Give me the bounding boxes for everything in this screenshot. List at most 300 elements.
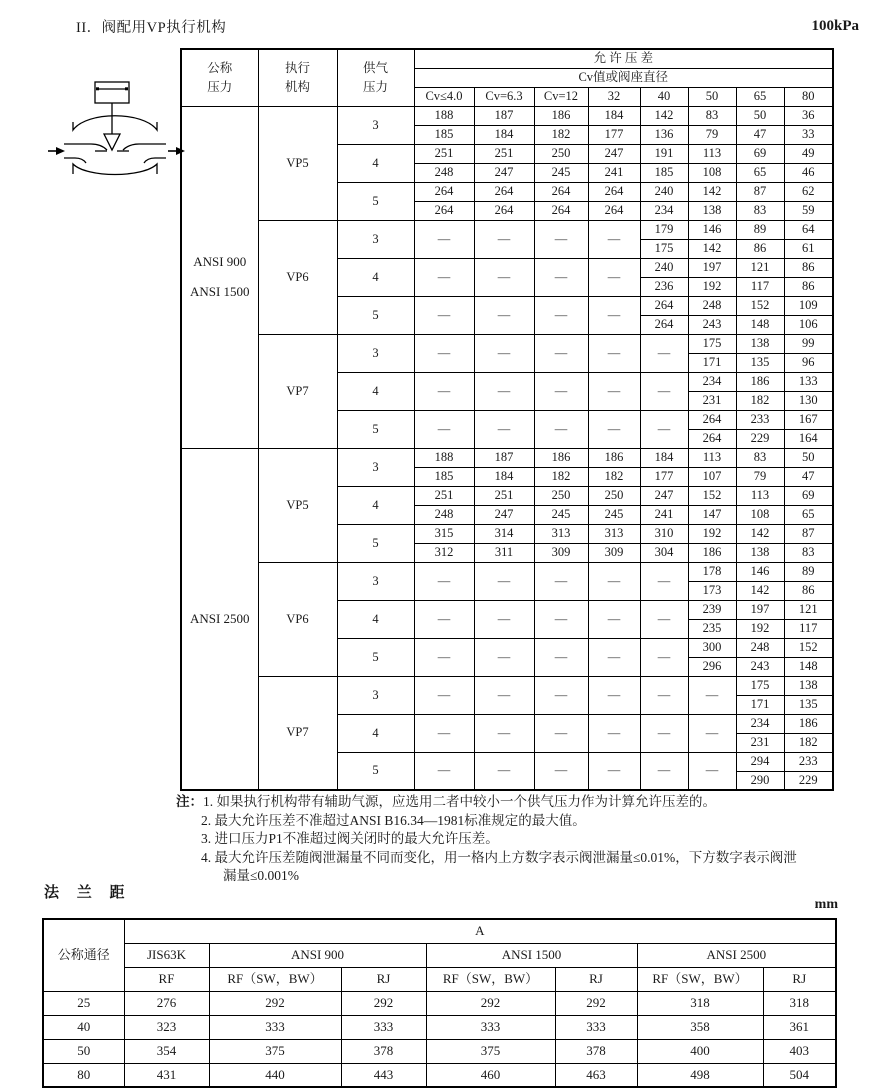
dp-value-cell: 241: [640, 505, 688, 524]
dash-cell: —: [474, 752, 534, 790]
dash-cell: —: [534, 714, 588, 752]
dash-cell: —: [534, 600, 588, 638]
supply-pressure-cell: 3: [337, 220, 414, 258]
supply-pressure-cell: 4: [337, 486, 414, 524]
dp-value-cell: 89: [736, 220, 784, 239]
nominal-diameter-cell: 40: [43, 1015, 124, 1039]
dp-value-cell: 234: [640, 201, 688, 220]
header-cv-or-seat: Cv值或阀座直径: [414, 68, 833, 87]
dash-cell: —: [414, 220, 474, 258]
dash-cell: —: [588, 600, 640, 638]
dp-value-cell: 264: [688, 429, 736, 448]
dp-value-cell: 175: [688, 334, 736, 353]
dp-value-cell: 241: [588, 163, 640, 182]
flange-table-row: [43, 991, 836, 1015]
flange-distance-cell: 440: [209, 1063, 341, 1087]
dash-cell: —: [640, 638, 688, 676]
dash-cell: —: [688, 714, 736, 752]
dp-value-cell: 247: [640, 486, 688, 505]
dash-cell: —: [534, 562, 588, 600]
flange-distance-cell: 333: [426, 1015, 555, 1039]
dash-cell: —: [534, 334, 588, 372]
dp-value-cell: 264: [688, 410, 736, 429]
dp-value-cell: 311: [474, 543, 534, 562]
dp-value-cell: 184: [474, 467, 534, 486]
dp-value-cell: 248: [688, 296, 736, 315]
flange-distance-cell: 498: [637, 1063, 763, 1087]
dp-value-cell: 184: [474, 125, 534, 144]
flange-table-body: [43, 991, 836, 1087]
dp-value-cell: 264: [474, 182, 534, 201]
dash-cell: —: [414, 296, 474, 334]
dp-value-cell: 250: [534, 144, 588, 163]
header-class: ANSI 2500: [637, 943, 836, 967]
dp-value-cell: 177: [588, 125, 640, 144]
dp-value-cell: 264: [534, 182, 588, 201]
dp-value-cell: 79: [736, 467, 784, 486]
dp-value-cell: 138: [688, 201, 736, 220]
flange-distance-cell: 333: [209, 1015, 341, 1039]
dp-value-cell: 135: [784, 695, 833, 714]
supply-pressure-cell: 3: [337, 676, 414, 714]
dp-value-cell: 264: [474, 201, 534, 220]
dp-value-cell: 264: [534, 201, 588, 220]
dp-value-cell: 247: [588, 144, 640, 163]
dp-value-cell: 65: [736, 163, 784, 182]
flange-distance-cell: 323: [124, 1015, 209, 1039]
dash-cell: —: [588, 372, 640, 410]
header-cv-col: 50: [688, 87, 736, 106]
header-cv-col: Cv≤4.0: [414, 87, 474, 106]
dp-value-cell: 231: [736, 733, 784, 752]
dash-cell: —: [414, 562, 474, 600]
pressure-differential-table: [180, 48, 834, 791]
header-nominal-pressure: 公称 压力: [181, 49, 258, 106]
dash-cell: —: [588, 714, 640, 752]
dp-value-cell: 47: [736, 125, 784, 144]
dash-cell: —: [588, 220, 640, 258]
dash-cell: —: [588, 296, 640, 334]
dp-value-cell: 233: [784, 752, 833, 771]
page-title: II．阀配用VP执行机构: [76, 20, 227, 36]
dash-cell: —: [474, 676, 534, 714]
dp-value-cell: 86: [784, 581, 833, 600]
dp-value-cell: 108: [688, 163, 736, 182]
dp-value-cell: 188: [414, 448, 474, 467]
dp-value-cell: 313: [534, 524, 588, 543]
pressure-table-row: [181, 106, 833, 125]
flange-distance-cell: 318: [763, 991, 836, 1015]
dp-value-cell: 243: [688, 315, 736, 334]
dp-value-cell: 147: [688, 505, 736, 524]
pressure-table-row: [181, 220, 833, 239]
supply-pressure-cell: 3: [337, 562, 414, 600]
dp-value-cell: 186: [736, 372, 784, 391]
pressure-class-cell: [181, 106, 258, 448]
dash-cell: —: [688, 752, 736, 790]
actuator-cell: VP7: [258, 676, 337, 790]
pressure-class-label: ANSI 1500: [189, 284, 250, 299]
dp-value-cell: 146: [736, 562, 784, 581]
dp-value-cell: 312: [414, 543, 474, 562]
dp-value-cell: 243: [736, 657, 784, 676]
flange-distance-cell: 318: [637, 991, 763, 1015]
dp-value-cell: 96: [784, 353, 833, 372]
dash-cell: —: [534, 752, 588, 790]
flange-distance-cell: 333: [341, 1015, 426, 1039]
dp-value-cell: 59: [784, 201, 833, 220]
dp-value-cell: 113: [688, 144, 736, 163]
dp-value-cell: 250: [588, 486, 640, 505]
dash-cell: —: [474, 562, 534, 600]
header-cv-col: Cv=12: [534, 87, 588, 106]
header-cv-col: 32: [588, 87, 640, 106]
flange-table-row: [43, 1063, 836, 1087]
dash-cell: —: [474, 372, 534, 410]
flange-distance-title: 法 兰 距: [44, 885, 132, 901]
dp-value-cell: 108: [736, 505, 784, 524]
flange-distance-cell: 504: [763, 1063, 836, 1087]
dp-value-cell: 264: [414, 201, 474, 220]
flange-distance-table: [42, 918, 837, 1088]
dp-value-cell: 106: [784, 315, 833, 334]
header-a: A: [124, 919, 836, 943]
valve-channel-lower-left: [64, 158, 86, 163]
dash-cell: —: [414, 334, 474, 372]
dash-cell: —: [414, 372, 474, 410]
dash-cell: —: [588, 638, 640, 676]
pressure-table-row: [181, 676, 833, 695]
actuator-cell: VP7: [258, 334, 337, 448]
actuator-cell: VP5: [258, 448, 337, 562]
dash-cell: —: [414, 752, 474, 790]
header-nominal-diameter: 公称通径: [43, 919, 124, 991]
header-facing: RF: [124, 967, 209, 991]
flange-distance-cell: 358: [637, 1015, 763, 1039]
dp-value-cell: 184: [640, 448, 688, 467]
supply-pressure-cell: 3: [337, 334, 414, 372]
flange-distance-cell: 375: [209, 1039, 341, 1063]
supply-pressure-cell: 5: [337, 296, 414, 334]
dp-value-cell: 69: [784, 486, 833, 505]
dp-value-cell: 182: [534, 467, 588, 486]
dp-value-cell: 264: [588, 182, 640, 201]
dp-value-cell: 185: [414, 125, 474, 144]
notes-block: [176, 793, 872, 886]
valve-channel-lower-right: [144, 158, 166, 163]
dp-value-cell: 264: [588, 201, 640, 220]
header-cv-col: Cv=6.3: [474, 87, 534, 106]
dash-cell: —: [474, 410, 534, 448]
dp-value-cell: 146: [688, 220, 736, 239]
nominal-diameter-cell: 80: [43, 1063, 124, 1087]
flange-distance-cell: 354: [124, 1039, 209, 1063]
dp-value-cell: 247: [474, 163, 534, 182]
dp-value-cell: 187: [474, 448, 534, 467]
header-facing: RJ: [763, 967, 836, 991]
header-facing: RF（SW，BW）: [637, 967, 763, 991]
dp-value-cell: 117: [784, 619, 833, 638]
dp-value-cell: 138: [736, 334, 784, 353]
header-cv-col: 65: [736, 87, 784, 106]
dash-cell: —: [534, 372, 588, 410]
note-line: 注：1. 如果执行机构带有辅助气源，应选用二者中较小一个供气压力作为计算允许压差的。: [176, 794, 716, 809]
dp-value-cell: 264: [414, 182, 474, 201]
flange-table-row: [43, 1039, 836, 1063]
dash-cell: —: [640, 714, 688, 752]
dash-cell: —: [534, 638, 588, 676]
dp-value-cell: 86: [736, 239, 784, 258]
dash-cell: —: [474, 220, 534, 258]
dp-value-cell: 148: [736, 315, 784, 334]
supply-pressure-cell: 4: [337, 600, 414, 638]
dash-cell: —: [414, 676, 474, 714]
dp-value-cell: 121: [784, 600, 833, 619]
nominal-diameter-cell: 50: [43, 1039, 124, 1063]
dp-value-cell: 186: [688, 543, 736, 562]
dp-value-cell: 182: [736, 391, 784, 410]
dash-cell: —: [640, 372, 688, 410]
mm-unit-label: mm: [814, 897, 838, 912]
flange-distance-cell: 292: [426, 991, 555, 1015]
dp-value-cell: 175: [736, 676, 784, 695]
dp-value-cell: 300: [688, 638, 736, 657]
dp-value-cell: 142: [640, 106, 688, 125]
control-valve-icon: [46, 78, 186, 196]
note-line: 漏量≤0.001%: [223, 868, 300, 883]
dp-value-cell: 87: [784, 524, 833, 543]
dash-cell: —: [640, 410, 688, 448]
dash-cell: —: [414, 638, 474, 676]
dp-value-cell: 313: [588, 524, 640, 543]
flange-distance-cell: 460: [426, 1063, 555, 1087]
dash-cell: —: [688, 676, 736, 714]
dp-value-cell: 182: [534, 125, 588, 144]
valve-plug-triangle: [104, 134, 120, 150]
flange-distance-cell: 292: [341, 991, 426, 1015]
dp-value-cell: 142: [688, 239, 736, 258]
supply-pressure-cell: 4: [337, 372, 414, 410]
dp-value-cell: 197: [736, 600, 784, 619]
dp-value-cell: 133: [784, 372, 833, 391]
supply-pressure-cell: 3: [337, 448, 414, 486]
dp-value-cell: 240: [640, 258, 688, 277]
supply-pressure-cell: 3: [337, 106, 414, 144]
supply-pressure-cell: 5: [337, 752, 414, 790]
dp-value-cell: 135: [736, 353, 784, 372]
dp-value-cell: 182: [588, 467, 640, 486]
dp-value-cell: 239: [688, 600, 736, 619]
dash-cell: —: [588, 258, 640, 296]
dp-value-cell: 192: [688, 524, 736, 543]
dp-value-cell: 236: [640, 277, 688, 296]
dp-value-cell: 309: [588, 543, 640, 562]
flange-distance-cell: 378: [555, 1039, 637, 1063]
flange-distance-cell: 333: [555, 1015, 637, 1039]
dp-value-cell: 113: [736, 486, 784, 505]
dp-value-cell: 152: [784, 638, 833, 657]
flange-distance-cell: 276: [124, 991, 209, 1015]
dp-value-cell: 61: [784, 239, 833, 258]
dp-value-cell: 296: [688, 657, 736, 676]
dp-value-cell: 33: [784, 125, 833, 144]
dp-value-cell: 251: [414, 486, 474, 505]
dp-value-cell: 186: [588, 448, 640, 467]
dp-value-cell: 245: [534, 505, 588, 524]
dash-cell: —: [534, 258, 588, 296]
dp-value-cell: 50: [736, 106, 784, 125]
dp-value-cell: 248: [736, 638, 784, 657]
dp-value-cell: 245: [534, 163, 588, 182]
dp-value-cell: 130: [784, 391, 833, 410]
dp-value-cell: 64: [784, 220, 833, 239]
header-actuator: 执行 机构: [258, 49, 337, 106]
dp-value-cell: 248: [414, 505, 474, 524]
dash-cell: —: [474, 258, 534, 296]
dp-value-cell: 186: [534, 106, 588, 125]
header-class: ANSI 1500: [426, 943, 637, 967]
dp-value-cell: 113: [688, 448, 736, 467]
flange-distance-cell: 378: [341, 1039, 426, 1063]
dp-value-cell: 229: [784, 771, 833, 790]
dp-value-cell: 251: [474, 486, 534, 505]
valve-channel-upper-left: [64, 144, 107, 150]
flange-distance-cell: 361: [763, 1015, 836, 1039]
dash-cell: —: [588, 752, 640, 790]
dp-value-cell: 46: [784, 163, 833, 182]
pressure-table-row: [181, 334, 833, 353]
dash-cell: —: [640, 562, 688, 600]
dp-value-cell: 314: [474, 524, 534, 543]
actuator-cell: VP6: [258, 562, 337, 676]
dp-value-cell: 234: [688, 372, 736, 391]
dp-value-cell: 83: [688, 106, 736, 125]
dp-value-cell: 229: [736, 429, 784, 448]
flange-distance-cell: 431: [124, 1063, 209, 1087]
dash-cell: —: [640, 600, 688, 638]
dash-cell: —: [588, 676, 640, 714]
dp-value-cell: 148: [784, 657, 833, 676]
supply-pressure-cell: 5: [337, 524, 414, 562]
header-class: ANSI 900: [209, 943, 426, 967]
diaphragm-dot-left: [96, 87, 99, 90]
dash-cell: —: [640, 752, 688, 790]
pressure-table-row: [181, 448, 833, 467]
dp-value-cell: 121: [736, 258, 784, 277]
dp-value-cell: 79: [688, 125, 736, 144]
header-cv-col: 40: [640, 87, 688, 106]
dash-cell: —: [640, 334, 688, 372]
dp-value-cell: 186: [534, 448, 588, 467]
dash-cell: —: [414, 258, 474, 296]
dash-cell: —: [534, 410, 588, 448]
dp-value-cell: 233: [736, 410, 784, 429]
dp-value-cell: 83: [784, 543, 833, 562]
header-facing: RJ: [555, 967, 637, 991]
dp-value-cell: 136: [640, 125, 688, 144]
dp-value-cell: 185: [640, 163, 688, 182]
header-facing: RF（SW，BW）: [426, 967, 555, 991]
dp-value-cell: 87: [736, 182, 784, 201]
notes-label: 注：: [176, 794, 203, 809]
dp-value-cell: 83: [736, 201, 784, 220]
dp-value-cell: 192: [736, 619, 784, 638]
dp-value-cell: 62: [784, 182, 833, 201]
dp-value-cell: 245: [588, 505, 640, 524]
dp-value-cell: 142: [688, 182, 736, 201]
dash-cell: —: [588, 562, 640, 600]
dash-cell: —: [414, 714, 474, 752]
dash-cell: —: [534, 220, 588, 258]
dash-cell: —: [474, 334, 534, 372]
valve-body-lower-curve: [73, 164, 157, 175]
header-facing: RF（SW，BW）: [209, 967, 341, 991]
dp-value-cell: 109: [784, 296, 833, 315]
dash-cell: —: [474, 638, 534, 676]
dash-cell: —: [534, 676, 588, 714]
dp-value-cell: 179: [640, 220, 688, 239]
dash-cell: —: [588, 410, 640, 448]
dp-value-cell: 86: [784, 277, 833, 296]
pressure-class-label: ANSI 900: [193, 254, 247, 269]
dp-value-cell: 152: [736, 296, 784, 315]
actuator-cell: VP6: [258, 220, 337, 334]
dp-value-cell: 142: [736, 524, 784, 543]
dp-value-cell: 186: [784, 714, 833, 733]
dash-cell: —: [640, 676, 688, 714]
dp-value-cell: 264: [640, 296, 688, 315]
flange-distance-cell: 292: [555, 991, 637, 1015]
dp-value-cell: 107: [688, 467, 736, 486]
dp-value-cell: 175: [640, 239, 688, 258]
header-supply-pressure: 供气 压力: [337, 49, 414, 106]
supply-pressure-cell: 5: [337, 638, 414, 676]
flange-distance-cell: 443: [341, 1063, 426, 1087]
dp-value-cell: 248: [414, 163, 474, 182]
supply-pressure-cell: 4: [337, 144, 414, 182]
dash-cell: —: [534, 296, 588, 334]
dash-cell: —: [474, 714, 534, 752]
dp-value-cell: 50: [784, 448, 833, 467]
dp-value-cell: 36: [784, 106, 833, 125]
dp-value-cell: 138: [784, 676, 833, 695]
pressure-table-row: [181, 562, 833, 581]
flow-arrow-left-head: [56, 147, 65, 155]
dp-value-cell: 89: [784, 562, 833, 581]
dp-value-cell: 188: [414, 106, 474, 125]
dp-value-cell: 290: [736, 771, 784, 790]
dp-value-cell: 138: [736, 543, 784, 562]
supply-pressure-cell: 4: [337, 258, 414, 296]
dp-value-cell: 49: [784, 144, 833, 163]
dp-value-cell: 310: [640, 524, 688, 543]
dp-value-cell: 304: [640, 543, 688, 562]
dp-value-cell: 231: [688, 391, 736, 410]
dp-value-cell: 171: [736, 695, 784, 714]
header-allowable-dp: 允 许 压 差: [414, 49, 833, 68]
dp-value-cell: 178: [688, 562, 736, 581]
diaphragm-dot-right: [125, 87, 128, 90]
dp-value-cell: 83: [736, 448, 784, 467]
dp-value-cell: 177: [640, 467, 688, 486]
dp-value-cell: 185: [414, 467, 474, 486]
dp-value-cell: 191: [640, 144, 688, 163]
dp-value-cell: 182: [784, 733, 833, 752]
dp-value-cell: 294: [736, 752, 784, 771]
dp-value-cell: 187: [474, 106, 534, 125]
flange-table-row: [43, 1015, 836, 1039]
dp-value-cell: 251: [474, 144, 534, 163]
